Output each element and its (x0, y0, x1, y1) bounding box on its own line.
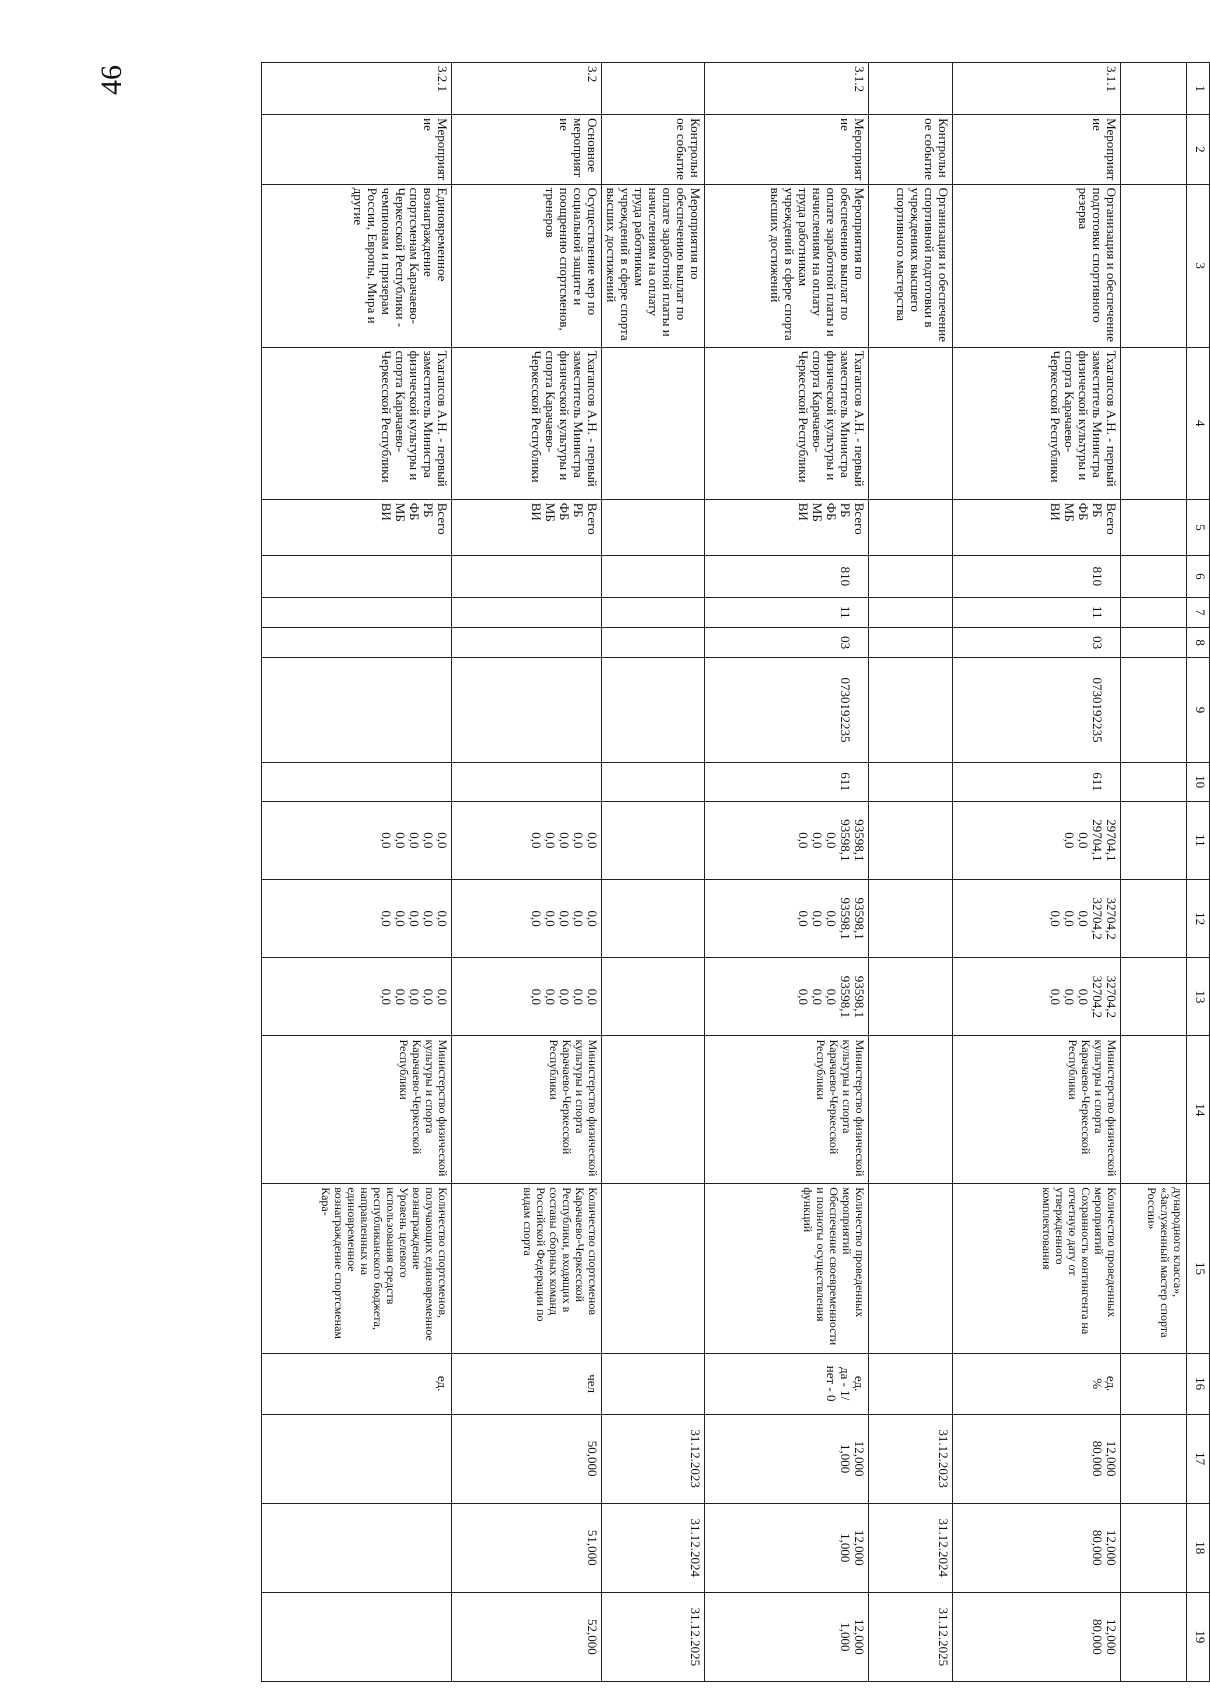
table-cell-col-17: 12,000 80,000 (953, 1414, 1121, 1503)
table-cell-col-11: 29704,1 29704,1 0,0 0,0 (953, 801, 1121, 879)
table-cell-col-7 (451, 597, 601, 627)
column-header: 10 (1187, 762, 1210, 801)
table-cell-col-6: 810 (953, 556, 1121, 597)
table-cell-col-11 (869, 801, 953, 879)
table-cell-col-18 (1121, 1503, 1187, 1592)
table-cell-col-16 (601, 1353, 704, 1414)
table-cell-col-12: 93598,1 93598,1 0,0 0,0 0,0 (705, 880, 869, 958)
table-cell-col-7: 11 (705, 597, 869, 627)
table-cell-col-5 (869, 499, 953, 556)
table-cell-col-7 (601, 597, 704, 627)
table-cell-col-17: 31.12.2023 (869, 1414, 953, 1503)
table-cell-col-8 (1121, 627, 1187, 657)
table-cell-col-19: 31.12.2025 (869, 1592, 953, 1681)
header-row (1187, 63, 1210, 1682)
table-body (261, 63, 1186, 1682)
table-cell-col-17: 12,000 1,000 (705, 1414, 869, 1503)
table-cell-col-8: 03 (953, 627, 1121, 657)
table-cell-col-19: 12,000 80,000 (953, 1592, 1121, 1681)
column-header: 6 (1187, 556, 1210, 597)
table-cell-col-2: Мероприятие (261, 115, 451, 185)
table-cell-col-13: 32704,2 32704,2 0,0 0,0 0,0 (953, 958, 1121, 1036)
table-cell-col-10 (1121, 762, 1187, 801)
table-rotation-wrapper (261, 62, 1210, 1682)
program-table (261, 62, 1210, 1682)
table-cell-col-16: ед. % (953, 1353, 1121, 1414)
table-cell-col-2 (1121, 115, 1187, 185)
table-cell-col-18: 12,000 1,000 (705, 1503, 869, 1592)
table-cell-col-7: 11 (953, 597, 1121, 627)
table-cell-col-15: Количество спортсменов Карачаево-Черкесской Республики, входящих в составы сборных команд Российской Федерации по видам спорта (451, 1184, 601, 1354)
table-cell-col-13: 0,0 0,0 0,0 0,0 0,0 (261, 958, 451, 1036)
column-header: 5 (1187, 499, 1210, 556)
table-cell-col-5: Всего РБ ФБ МБ ВИ (953, 499, 1121, 556)
table-cell-col-16: ед. да - 1/ нет - 0 (705, 1353, 869, 1414)
table-cell-col-1 (1121, 63, 1187, 115)
table-cell-col-10 (601, 762, 704, 801)
table-cell-col-11: 0,0 0,0 0,0 0,0 0,0 (451, 801, 601, 879)
table-cell-col-12: 32704,2 32704,2 0,0 0,0 0,0 (953, 880, 1121, 958)
table-cell-col-5 (601, 499, 704, 556)
table-cell-col-13: 0,0 0,0 0,0 0,0 0,0 (451, 958, 601, 1036)
table-cell-col-10: 611 (953, 762, 1121, 801)
table-cell-col-9: 0730192235 (705, 658, 869, 762)
table-cell-col-9 (261, 658, 451, 762)
page-number: 46 (95, 65, 128, 95)
table-cell-col-7 (869, 597, 953, 627)
rotated-table-area (150, 62, 1210, 1667)
table-cell-col-19: 12,000 1,000 (705, 1592, 869, 1681)
table-cell-col-8 (451, 627, 601, 657)
table-cell-col-4: Тхагапсов А.Н. - первый заместитель Министра физической культуры и спорта Карачаево-Черкесской Республики (451, 347, 601, 499)
table-cell-col-2: Основное мероприятие (451, 115, 601, 185)
column-header: 17 (1187, 1414, 1210, 1503)
table-cell-col-14: Министерство физической культуры и спорта Карачаево-Черкесской Республики (261, 1036, 451, 1184)
table-cell-col-13: 93598,1 93598,1 0,0 0,0 0,0 (705, 958, 869, 1036)
table-cell-col-15 (869, 1184, 953, 1354)
table-row (869, 63, 953, 1682)
table-cell-col-3 (1121, 184, 1187, 347)
table-cell-col-16: ед. (261, 1353, 451, 1414)
table-row (705, 63, 869, 1682)
table-row (953, 63, 1121, 1682)
column-header: 12 (1187, 880, 1210, 958)
table-cell-col-16: чел (451, 1353, 601, 1414)
table-cell-col-10 (869, 762, 953, 801)
table-cell-col-8 (869, 627, 953, 657)
table-row (261, 63, 451, 1682)
table-cell-col-17: 31.12.2023 (601, 1414, 704, 1503)
table-cell-col-11 (601, 801, 704, 879)
table-cell-col-9 (1121, 658, 1187, 762)
column-header: 11 (1187, 801, 1210, 879)
table-cell-col-6 (261, 556, 451, 597)
table-cell-col-15: Количество спортсменов, получающих единовременное вознаграждение Уровень целевого использования средств республиканского бюджета, направленных на единовременное вознаграждение спортсменам Кара- (261, 1184, 451, 1354)
table-cell-col-6 (1121, 556, 1187, 597)
table-cell-col-10 (261, 762, 451, 801)
table-cell-col-19: 52,000 (451, 1592, 601, 1681)
column-header: 9 (1187, 658, 1210, 762)
table-cell-col-17 (261, 1414, 451, 1503)
table-cell-col-15: дународного класса», «Заслуженный мастер спорта России» (1121, 1184, 1187, 1354)
table-cell-col-17 (1121, 1414, 1187, 1503)
table-cell-col-2: Мероприятие (705, 115, 869, 185)
column-header: 19 (1187, 1592, 1210, 1681)
table-cell-col-16 (869, 1353, 953, 1414)
table-cell-col-10 (451, 762, 601, 801)
table-cell-col-12: 0,0 0,0 0,0 0,0 0,0 (451, 880, 601, 958)
table-cell-col-14 (601, 1036, 704, 1184)
table-cell-col-2: Контрольное событие (601, 115, 704, 185)
column-header: 7 (1187, 597, 1210, 627)
table-cell-col-7 (1121, 597, 1187, 627)
table-cell-col-5: Всего РБ ФБ МБ ВИ (451, 499, 601, 556)
table-cell-col-9 (601, 658, 704, 762)
table-cell-col-1 (601, 63, 704, 115)
table-cell-col-4: Тхагапсов А.Н. - первый заместитель Министра физической культуры и спорта Карачаево-Черкесской Республики (705, 347, 869, 499)
table-cell-col-18: 51,000 (451, 1503, 601, 1592)
table-cell-col-18: 31.12.2024 (869, 1503, 953, 1592)
table-cell-col-5 (1121, 499, 1187, 556)
table-cell-col-6 (451, 556, 601, 597)
table-cell-col-11: 93598,1 93598,1 0,0 0,0 0,0 (705, 801, 869, 879)
table-cell-col-11: 0,0 0,0 0,0 0,0 0,0 (261, 801, 451, 879)
table-cell-col-6: 810 (705, 556, 869, 597)
table-cell-col-14 (1121, 1036, 1187, 1184)
table-cell-col-19 (261, 1592, 451, 1681)
table-cell-col-14: Министерство физической культуры и спорта Карачаево-Черкесской Республики (705, 1036, 869, 1184)
table-cell-col-2: Контрольное событие (869, 115, 953, 185)
table-cell-col-2: Мероприятие (953, 115, 1121, 185)
table-cell-col-1: 3.1.1 (953, 63, 1121, 115)
column-header: 4 (1187, 347, 1210, 499)
table-cell-col-3: Мероприятия по обеспечению выплат по оплате заработной платы и начислениям на оплату труда работникам учреждений в сфере спорта высших достижений (705, 184, 869, 347)
column-header: 18 (1187, 1503, 1210, 1592)
table-cell-col-4 (869, 347, 953, 499)
table-cell-col-9 (869, 658, 953, 762)
table-cell-col-3: Мероприятия по обеспечению выплат по оплате заработной платы и начислениям на оплату труда работникам учреждений в сфере спорта высших достижений (601, 184, 704, 347)
table-cell-col-1: 3.2.1 (261, 63, 451, 115)
table-cell-col-12: 0,0 0,0 0,0 0,0 0,0 (261, 880, 451, 958)
table-cell-col-18: 31.12.2024 (601, 1503, 704, 1592)
table-cell-col-13 (869, 958, 953, 1036)
table-cell-col-19 (1121, 1592, 1187, 1681)
table-cell-col-6 (601, 556, 704, 597)
table-cell-col-3: Организация и обеспечение спортивной подготовки в учреждениях высшего спортивного мастерства (869, 184, 953, 347)
table-cell-col-1: 3.2 (451, 63, 601, 115)
table-cell-col-9: 0730192235 (953, 658, 1121, 762)
table-cell-col-14 (869, 1036, 953, 1184)
column-header: 1 (1187, 63, 1210, 115)
table-cell-col-7 (261, 597, 451, 627)
table-cell-col-8 (261, 627, 451, 657)
table-cell-col-13 (1121, 958, 1187, 1036)
column-header: 14 (1187, 1036, 1210, 1184)
table-cell-col-4: Тхагапсов А.Н. - первый заместитель Министра физической культуры и спорта Карачаево-Черкесской Республики (261, 347, 451, 499)
column-header: 15 (1187, 1184, 1210, 1354)
table-cell-col-10: 611 (705, 762, 869, 801)
table-cell-col-15: Количество проведенных мероприятий Сохранность контингента на отчетную дату от утвержденного комплектования (953, 1184, 1121, 1354)
table-cell-col-9 (451, 658, 601, 762)
table-cell-col-5: Всего РБ ФБ МБ ВИ (261, 499, 451, 556)
table-cell-col-4 (601, 347, 704, 499)
table-cell-col-12 (1121, 880, 1187, 958)
table-cell-col-19: 31.12.2025 (601, 1592, 704, 1681)
table-cell-col-14: Министерство физической культуры и спорта Карачаево-Черкесской Республики (953, 1036, 1121, 1184)
table-cell-col-12 (601, 880, 704, 958)
table-cell-col-3: Осуществление мер по социальной защите и поощрению спортсменов, тренеров (451, 184, 601, 347)
table-cell-col-8 (601, 627, 704, 657)
table-cell-col-4 (1121, 347, 1187, 499)
table-cell-col-14: Министерство физической культуры и спорта Карачаево-Черкесской Республики (451, 1036, 601, 1184)
table-row (601, 63, 704, 1682)
table-cell-col-18: 12,000 80,000 (953, 1503, 1121, 1592)
table-cell-col-18 (261, 1503, 451, 1592)
table-cell-col-3: Единовременное вознаграждение спортсменам Карачаево-Черкесской Республики - чемпионам и призерам России, Европы, Мира и другие (261, 184, 451, 347)
table-cell-col-15: Количество проведенных мероприятий Обеспечение своевременности и полноты осуществления функций (705, 1184, 869, 1354)
table-cell-col-3: Организация и обеспечение подготовки спортивного резерва (953, 184, 1121, 347)
table-cell-col-1: 3.1.2 (705, 63, 869, 115)
column-header: 3 (1187, 184, 1210, 347)
column-header: 13 (1187, 958, 1210, 1036)
table-cell-col-1 (869, 63, 953, 115)
column-header: 2 (1187, 115, 1210, 185)
table-cell-col-5: Всего РБ ФБ МБ ВИ (705, 499, 869, 556)
table-cell-col-13 (601, 958, 704, 1036)
table-cell-col-17: 50,000 (451, 1414, 601, 1503)
table-row (1121, 63, 1187, 1682)
table-cell-col-16 (1121, 1353, 1187, 1414)
column-header: 16 (1187, 1353, 1210, 1414)
table-cell-col-15 (601, 1184, 704, 1354)
table-cell-col-4: Тхагапсов А.Н. - первый заместитель Министра физической культуры и спорта Карачаево-Черкесской Республики (953, 347, 1121, 499)
table-cell-col-11 (1121, 801, 1187, 879)
table-row (451, 63, 601, 1682)
table-cell-col-8: 03 (705, 627, 869, 657)
table-cell-col-12 (869, 880, 953, 958)
column-header: 8 (1187, 627, 1210, 657)
table-cell-col-6 (869, 556, 953, 597)
